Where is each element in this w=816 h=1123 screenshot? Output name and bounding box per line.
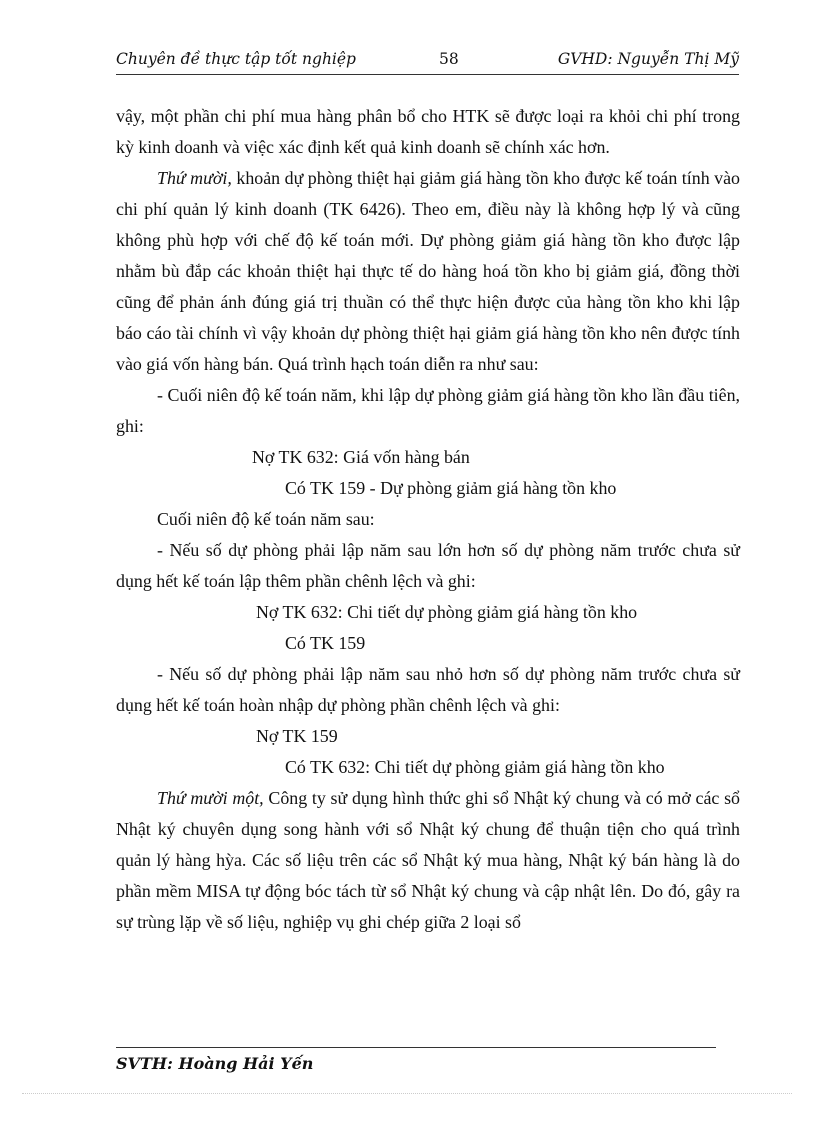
page-bottom-border (22, 1093, 792, 1094)
paragraph-7 (116, 783, 740, 938)
paragraph-5: - Nếu số dự phòng phải lập năm sau lớn hơn số dự phòng năm trước chưa sử dụng hết kế toán lập thêm phần chênh lệch và ghi: (116, 540, 740, 591)
footer-divider (116, 1047, 716, 1048)
page-number: 58 (439, 50, 459, 68)
paragraph-7-text: Công ty sử dụng hình thức ghi sổ Nhật ký chung và có mở các sổ Nhật ký chuyên dụng song hành với sổ Nhật ký chung để thuận tiện cho quá trình quản lý hàng hỳa. Các số liệu trên các sổ Nhật ký mua hàng, Nhật ký bán hàng là do phần mềm MISA tự động bóc tách từ sổ Nhật ký chung và cập nhật lên. Do đó, gây ra sự trùng lặp về số liệu, nghiệp vụ ghi chép giữa 2 loại sổ (116, 788, 740, 932)
header-title: Chuyên đề thực tập tốt nghiệp (116, 50, 356, 68)
entry-1-debit: Nợ TK 632: Giá vốn hàng bán (252, 447, 470, 467)
page-header (116, 48, 739, 72)
paragraph-6: - Nếu số dự phòng phải lập năm sau nhỏ hơn số dự phòng năm trước chưa sử dụng hết kế toán hoàn nhập dự phòng phần chênh lệch và ghi: (116, 664, 740, 715)
entry-3-debit: Nợ TK 159 (256, 726, 338, 746)
paragraph-2-text: khoản dự phòng thiệt hại giảm giá hàng tồn kho được kế toán tính vào chi phí quản lý kinh doanh (TK 6426). Theo em, điều này là không hợp lý và cũng không phù hợp với chế độ kế toán mới. Dự phòng giảm giá hàng tồn kho được lập nhằm bù đắp các khoản thiệt hại thực tế do hàng hoá tồn kho bị giảm giá, đồng thời cũng để phản ánh đúng giá trị thuần có thể thực hiện được của hàng tồn kho khi lập báo cáo tài chính vì vậy khoản dự phòng thiệt hại giảm giá hàng tồn kho nên được tính vào giá vốn hàng bán. Quá trình hạch toán diễn ra như sau: (116, 168, 740, 374)
entry-2-credit: Có TK 159 (285, 633, 366, 653)
footer-author: SVTH: Hoàng Hải Yến (116, 1054, 314, 1073)
paragraph-3: - Cuối niên độ kế toán năm, khi lập dự phòng giảm giá hàng tồn kho lần đầu tiên, ghi: (116, 385, 740, 436)
entry-3-credit: Có TK 632: Chi tiết dự phòng giảm giá hàng tồn kho (285, 757, 665, 777)
paragraph-2 (116, 163, 740, 380)
entry-1-credit: Có TK 159 - Dự phòng giảm giá hàng tồn kho (285, 478, 617, 498)
entry-2-debit: Nợ TK 632: Chi tiết dự phòng giảm giá hàng tồn kho (256, 602, 638, 622)
paragraph-1: vậy, một phần chi phí mua hàng phân bổ cho HTK sẽ được loại ra khỏi chi phí trong kỳ kinh doanh và việc xác định kết quả kinh doanh sẽ chính xác hơn. (116, 106, 740, 157)
page-body (116, 101, 740, 938)
paragraph-4: Cuối niên độ kế toán năm sau: (157, 509, 375, 529)
header-advisor: GVHD: Nguyễn Thị Mỹ (557, 50, 739, 68)
paragraph-7-lead: Thứ mười một, (157, 788, 264, 808)
paragraph-2-lead: Thứ mười, (157, 168, 232, 188)
header-divider (116, 74, 739, 75)
